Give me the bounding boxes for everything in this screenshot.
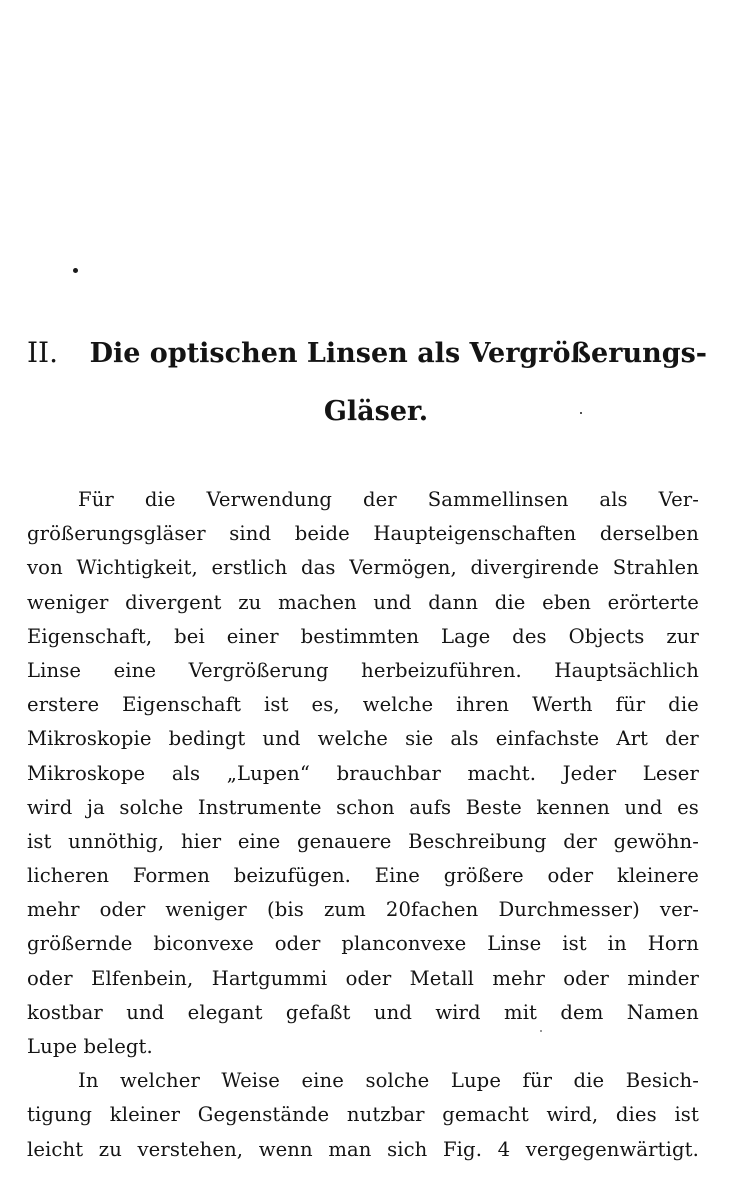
word: Lage: [441, 624, 491, 648]
word: genauere: [297, 829, 392, 853]
word: die: [668, 693, 699, 717]
word: ist: [27, 829, 52, 853]
text-line: [27, 825, 699, 859]
text-line: [27, 654, 699, 688]
word: Eine: [374, 864, 420, 888]
word: kennen: [536, 795, 610, 819]
word: welche: [362, 693, 434, 717]
word: für: [615, 693, 646, 717]
chapter-title-line-1: Die optischen Linsen als Vergrößerungs-: [89, 338, 707, 369]
text-line: [27, 757, 699, 791]
chapter-heading: [27, 335, 707, 430]
word: hier: [180, 829, 222, 853]
word: oder: [274, 932, 321, 956]
word: bei: [174, 624, 205, 648]
word: oder: [563, 966, 609, 990]
word: mehr: [27, 898, 80, 922]
word: bestimmten: [300, 624, 420, 648]
word: mit: [504, 1000, 538, 1024]
word: In: [78, 1069, 99, 1093]
word: wenn: [258, 1137, 313, 1161]
word: Eigenschaft: [122, 693, 242, 717]
word: Werth: [532, 693, 593, 717]
word: beide: [294, 522, 350, 546]
word: gemacht: [442, 1103, 529, 1127]
word: der: [363, 488, 397, 511]
word: Weise: [221, 1069, 280, 1093]
word: des: [512, 624, 547, 648]
chapter-title-line-2: Gläser.: [323, 396, 429, 427]
word: solche: [119, 795, 184, 819]
body-text: [27, 483, 699, 1167]
word: „Lupen“: [226, 761, 311, 785]
word: Linse: [27, 658, 82, 682]
word: schon: [336, 795, 395, 819]
word: mehr: [492, 966, 545, 990]
word: macht.: [467, 761, 537, 785]
word: beizufügen.: [233, 864, 352, 888]
chapter-numeral: II.: [27, 336, 59, 369]
text-line: [27, 893, 699, 927]
word: Instrumente: [197, 795, 322, 819]
word: ver-: [659, 898, 699, 922]
word: Strahlen: [612, 556, 699, 580]
word: Elfenbein,: [91, 966, 194, 990]
word: ja: [86, 795, 105, 819]
word: planconvexe: [341, 932, 467, 956]
word: Art: [616, 727, 649, 751]
word: welche: [317, 727, 388, 751]
word: gewöhn-: [613, 829, 699, 853]
word: oder: [27, 966, 73, 990]
word: als: [450, 727, 479, 751]
word: 20fachen: [385, 898, 479, 922]
word: der: [665, 727, 699, 751]
word: Namen: [626, 1000, 699, 1024]
word: divergirende: [470, 556, 600, 580]
word: Jeder: [562, 761, 617, 785]
word: oder: [99, 898, 146, 922]
word: und: [262, 727, 301, 751]
word: dann: [428, 590, 479, 614]
word: sind: [229, 522, 272, 546]
word: die: [144, 488, 176, 511]
text-line: [27, 1098, 699, 1132]
word: dies: [615, 1103, 657, 1127]
word: Fig.: [442, 1137, 483, 1161]
word: Horn: [647, 932, 699, 956]
text-line: [27, 859, 699, 893]
word: das: [300, 556, 336, 580]
word: oder: [345, 966, 392, 990]
word: derselben: [599, 522, 699, 546]
word: Linse: [487, 932, 542, 956]
word: größerungsgläser: [27, 522, 206, 546]
word: Hauptsächlich: [554, 658, 699, 682]
word: Eigenschaft,: [27, 624, 153, 648]
word: minder: [627, 966, 699, 990]
text-line: [27, 1133, 699, 1167]
text-line: [27, 722, 699, 756]
word: Besich-: [625, 1069, 699, 1093]
text-line: Lupe belegt.: [27, 1035, 153, 1058]
word: Haupteigenschaften: [373, 522, 577, 546]
word: erörterte: [607, 590, 699, 614]
word: divergent: [125, 590, 222, 614]
word: Ver-: [658, 488, 699, 511]
word: Für: [78, 488, 114, 511]
word: und: [373, 1000, 412, 1024]
text-line: [27, 688, 699, 722]
word: ist: [264, 693, 289, 717]
word: welcher: [120, 1069, 200, 1093]
word: für: [522, 1069, 553, 1093]
text-line: [27, 996, 699, 1030]
word: 4: [497, 1137, 511, 1161]
word: ist: [562, 932, 587, 956]
text-line: [27, 551, 699, 585]
word: brauchbar: [336, 761, 441, 785]
word: in: [607, 932, 627, 956]
word: ist: [674, 1103, 699, 1127]
word: von: [27, 556, 63, 580]
word: kostbar: [27, 1000, 103, 1024]
word: weniger: [27, 590, 109, 614]
word: Vermögen,: [349, 556, 457, 580]
word: eine: [301, 1069, 344, 1093]
word: sich: [387, 1137, 428, 1161]
word: als: [599, 488, 628, 511]
word: kleiner: [109, 1103, 181, 1127]
word: gefaßt: [285, 1000, 351, 1024]
word: und: [373, 590, 412, 614]
word: (bis: [266, 898, 304, 922]
text-line: [27, 962, 699, 996]
word: nutzbar: [346, 1103, 425, 1127]
heading-line-1: [27, 335, 707, 372]
word: solche: [365, 1069, 430, 1093]
word: machen: [278, 590, 357, 614]
ink-speck: [73, 268, 78, 273]
word: erstere: [27, 693, 100, 717]
word: der: [563, 829, 597, 853]
text-line: [27, 927, 699, 961]
word: man: [328, 1137, 372, 1161]
word: eine: [113, 658, 157, 682]
word: Metall: [409, 966, 474, 990]
word: und: [126, 1000, 165, 1024]
word: zu: [98, 1137, 122, 1161]
word: Wichtigkeit,: [76, 556, 198, 580]
word: Objects: [568, 624, 645, 648]
word: elegant: [187, 1000, 263, 1024]
word: Durchmesser): [498, 898, 640, 922]
text-line: [27, 483, 699, 517]
word: Gegenstände: [197, 1103, 330, 1127]
text-line: [27, 791, 699, 825]
word: verstehen,: [137, 1137, 244, 1161]
word: und: [624, 795, 663, 819]
word: Lupe: [450, 1069, 502, 1093]
word: erstlich: [211, 556, 288, 580]
word: Mikroskopie: [27, 727, 152, 751]
word: Beschreibung: [408, 829, 547, 853]
word: licheren: [27, 864, 110, 888]
word: wird,: [546, 1103, 599, 1127]
word: Leser: [642, 761, 699, 785]
word: zum: [323, 898, 366, 922]
word: es,: [311, 693, 340, 717]
word: wird: [435, 1000, 481, 1024]
word: herbeizuführen.: [361, 658, 522, 682]
word: bedingt: [168, 727, 246, 751]
word: oder: [547, 864, 594, 888]
word: zu: [238, 590, 262, 614]
word: ihren: [456, 693, 510, 717]
word: aufs: [409, 795, 452, 819]
word: die: [573, 1069, 605, 1093]
word: größernde: [27, 932, 133, 956]
word: Vergrößerung: [188, 658, 329, 682]
word: Beste: [465, 795, 522, 819]
word: als: [171, 761, 201, 785]
word: die: [494, 590, 526, 614]
text-line: [27, 586, 699, 620]
word: es: [677, 795, 699, 819]
word: einfachste: [495, 727, 600, 751]
word: eine: [237, 829, 281, 853]
word: vergegenwärtigt.: [525, 1137, 699, 1161]
word: größere: [443, 864, 524, 888]
word: weniger: [165, 898, 247, 922]
word: leicht: [27, 1137, 84, 1161]
word: wird: [27, 795, 73, 819]
word: eben: [542, 590, 591, 614]
word: Mikroskope: [27, 761, 146, 785]
word: tigung: [27, 1103, 93, 1127]
word: biconvexe: [153, 932, 254, 956]
text-line: [27, 1064, 699, 1098]
word: dem: [560, 1000, 604, 1024]
word: Formen: [132, 864, 210, 888]
word: unnöthig,: [68, 829, 165, 853]
word: Verwendung: [206, 488, 333, 511]
text-line: [27, 517, 699, 551]
word: zur: [666, 624, 699, 648]
word: einer: [226, 624, 279, 648]
text-line: [27, 620, 699, 654]
word: kleinere: [616, 864, 699, 888]
word: Sammellinsen: [427, 488, 569, 511]
word: sie: [405, 727, 434, 751]
word: Hartgummi: [211, 966, 328, 990]
